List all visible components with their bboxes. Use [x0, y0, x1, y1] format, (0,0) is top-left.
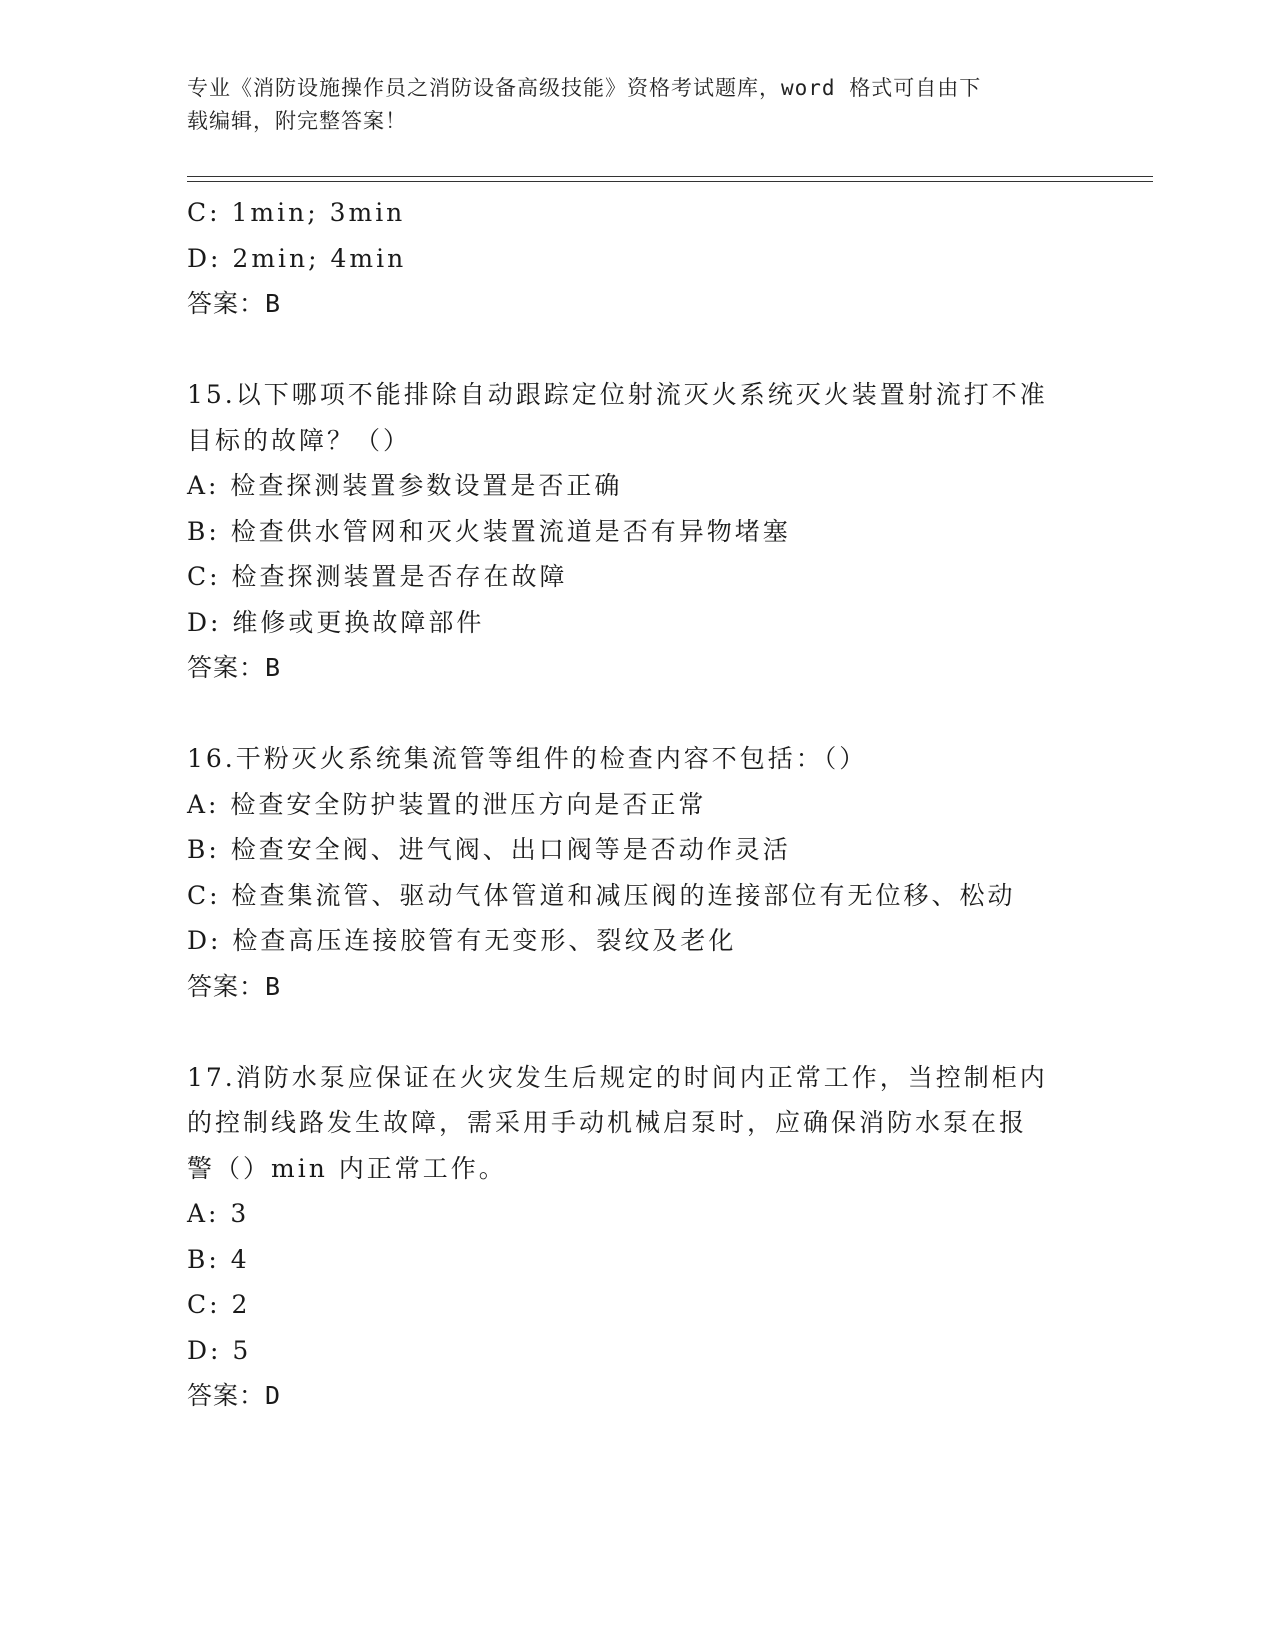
- q16-option-c: C: 检查集流管、驱动气体管道和减压阀的连接部位有无位移、松动: [187, 880, 1016, 910]
- q16-option-a: A: 检查安全防护装置的泄压方向是否正常: [187, 789, 707, 819]
- q17-stem-line-3: 警（）min 内正常工作。: [187, 1153, 507, 1183]
- q15-stem-line-2: 目标的故障？（）: [187, 425, 412, 455]
- header-divider-top: [187, 176, 1153, 177]
- question-15: [187, 372, 1087, 691]
- q17-option-c: C: 2: [187, 1290, 251, 1319]
- question-17: [187, 1055, 1087, 1419]
- q15-option-c: C: 检查探测装置是否存在故障: [187, 562, 568, 591]
- q15-option-b: B: 检查供水管网和灭火装置流道是否有异物堵塞: [187, 516, 791, 546]
- q14-option-d: D: 2min; 4min: [187, 243, 407, 273]
- q15-stem-line-1: 15.以下哪项不能排除自动跟踪定位射流灭火系统灭火装置射流打不准: [187, 380, 1048, 409]
- q15-option-d: D: 维修或更换故障部件: [187, 607, 485, 637]
- q17-option-b: B: 4: [187, 1244, 250, 1274]
- spacer: [187, 327, 1087, 373]
- header-divider-bottom: [187, 181, 1153, 182]
- q17-option-d: D: 5: [187, 1335, 252, 1365]
- q17-stem-line-2: 的控制线路发生故障，需采用手动机械启泵时，应确保消防水泵在报: [187, 1108, 1028, 1137]
- q17-answer: 答案：D: [187, 1381, 282, 1410]
- header-line-2: 载编辑，附完整答案！: [187, 109, 407, 133]
- spacer: [187, 1009, 1087, 1055]
- question-list: [187, 190, 1087, 1419]
- q15-option-a: A: 检查探测装置参数设置是否正确: [187, 471, 623, 500]
- q16-answer: 答案：B: [187, 971, 282, 1001]
- q15-answer: 答案：B: [187, 653, 282, 682]
- q14-option-c: C: 1min; 3min: [187, 198, 406, 227]
- question-14-tail: [187, 190, 1087, 327]
- q16-stem-line-1: 16.干粉灭火系统集流管等组件的检查内容不包括：（）: [187, 744, 868, 773]
- q17-option-a: A: 3: [187, 1199, 250, 1228]
- q16-option-d: D: 检查高压连接胶管有无变形、裂纹及老化: [187, 926, 737, 955]
- document-header: [187, 72, 1067, 138]
- header-line-1: 专业《消防设施操作员之消防设备高级技能》资格考试题库，word 格式可自由下: [187, 76, 982, 100]
- q17-stem-line-1: 17.消防水泵应保证在火灾发生后规定的时间内正常工作，当控制柜内: [187, 1062, 1048, 1092]
- question-16: [187, 736, 1087, 1009]
- spacer: [187, 691, 1087, 737]
- q14-answer: 答案：B: [187, 289, 282, 318]
- q16-option-b: B: 检查安全阀、进气阀、出口阀等是否动作灵活: [187, 835, 791, 864]
